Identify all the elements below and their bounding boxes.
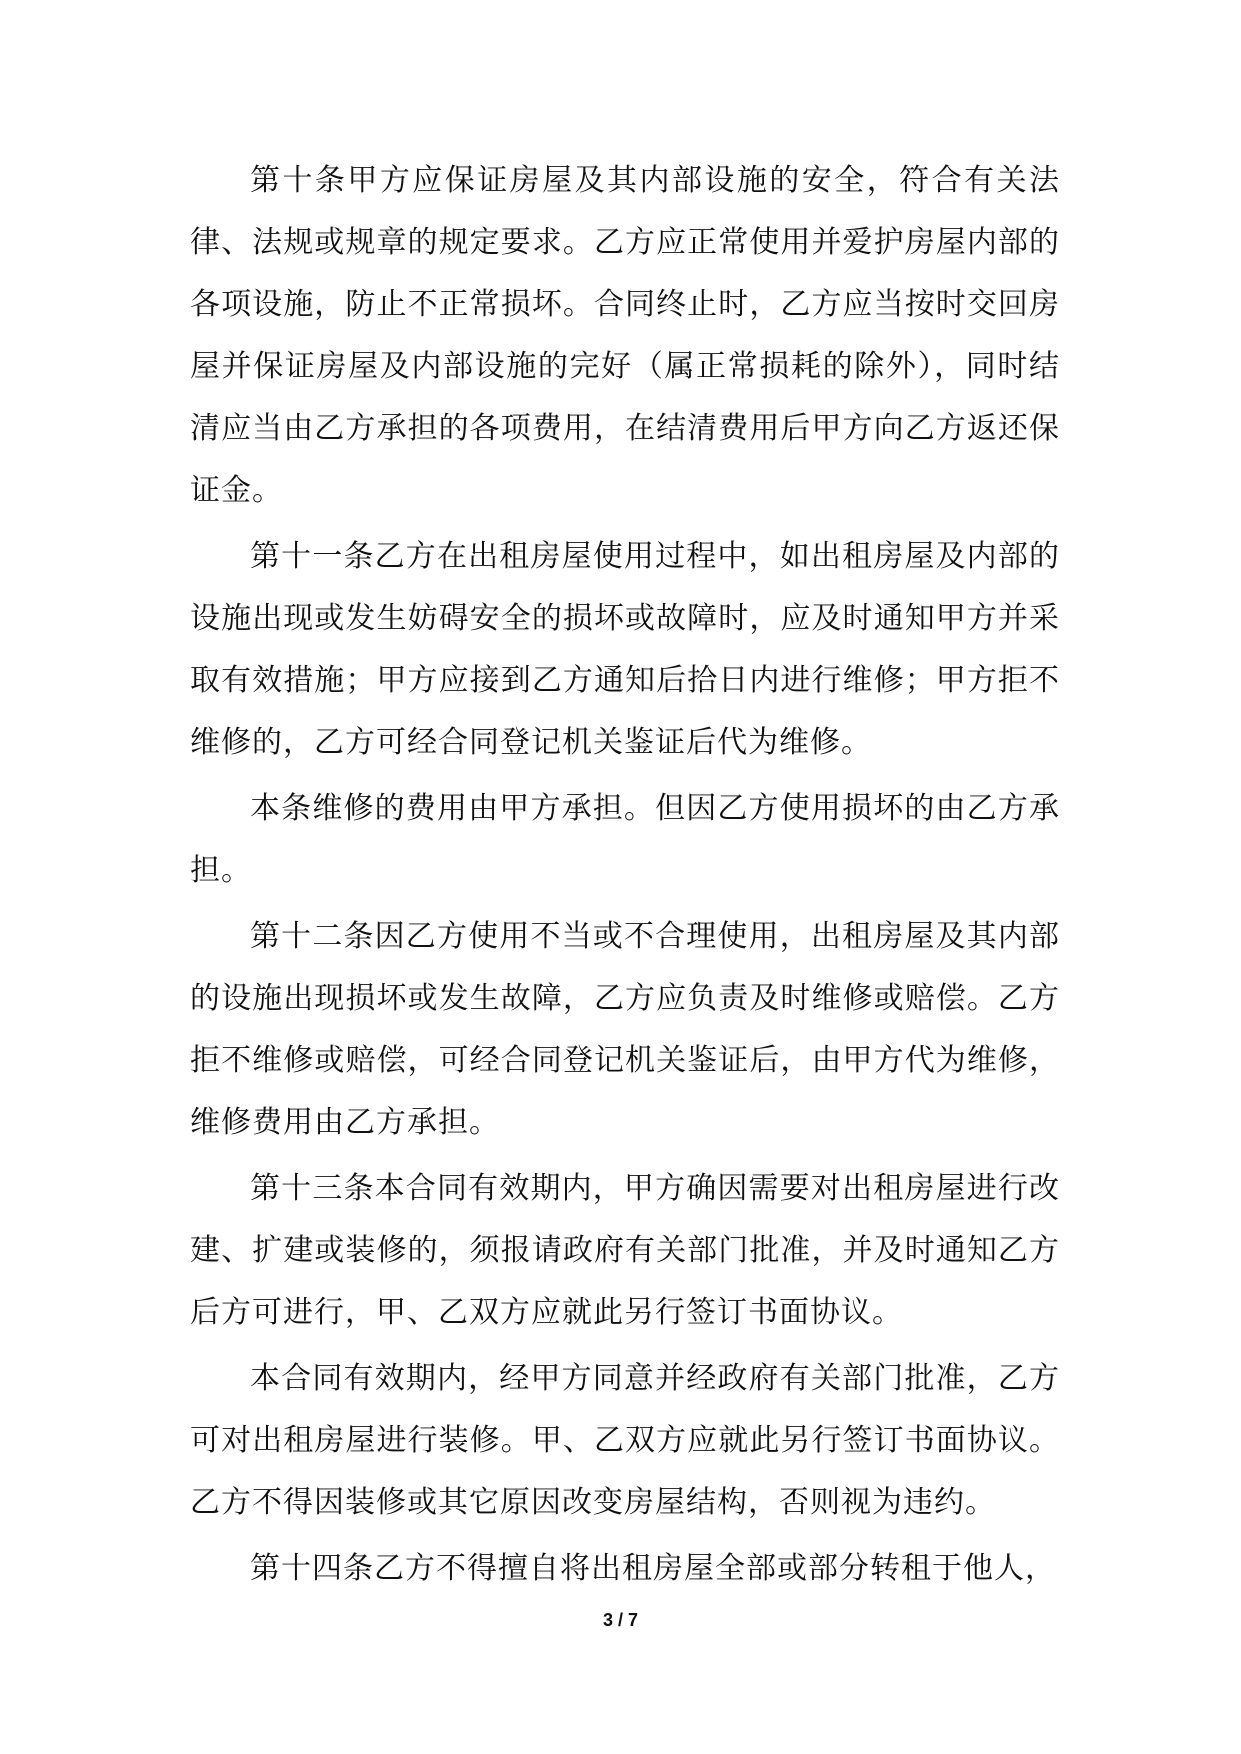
paragraph-article-12: 第十二条因乙方使用不当或不合理使用，出租房屋及其内部的设施出现损坏或发生故障，乙方应负责及时维修或赔偿。乙方拒不维修或赔偿，可经合同登记机关鉴证后，由甲方代为维修，维修费用由乙方承担。 (190, 919, 1060, 1140)
page-number: 3 / 7 (602, 1610, 639, 1630)
paragraph-article-14: 第十四条乙方不得擅自将出租房屋全部或部分转租于他人， (250, 1551, 1056, 1586)
paragraph-article-13: 第十三条本合同有效期内，甲方确因需要对出租房屋进行改建、扩建或装修的，须报请政府有关部门批准，并及时通知乙方后方可进行，甲、乙双方应就此另行签订书面协议。 (190, 1171, 1060, 1330)
paragraph-repair-cost: 本条维修的费用由甲方承担。但因乙方使用损坏的由乙方承担。 (190, 791, 1060, 888)
paragraph-renovation: 本合同有效期内，经甲方同意并经政府有关部门批准，乙方可对出租房屋进行装修。甲、乙双方应就此另行签订书面协议。乙方不得因装修或其它原因改变房屋结构，否则视为违约。 (190, 1361, 1060, 1520)
paragraph-article-11: 第十一条乙方在出租房屋使用过程中，如出租房屋及内部的设施出现或发生妨碍安全的损坏或故障时，应及时通知甲方并采取有效措施；甲方应接到乙方通知后拾日内进行维修；甲方拒不维修的，乙方可经合同登记机关鉴证后代为维修。 (190, 539, 1060, 760)
document-body (190, 150, 1060, 1604)
paragraph-article-10: 第十条甲方应保证房屋及其内部设施的安全，符合有关法律、法规或规章的规定要求。乙方应正常使用并爱护房屋内部的各项设施，防止不正常损坏。合同终止时，乙方应当按时交回房屋并保证房屋及内部设施的完好（属正常损耗的除外），同时结清应当由乙方承担的各项费用，在结清费用后甲方向乙方返还保证金。 (190, 163, 1060, 508)
